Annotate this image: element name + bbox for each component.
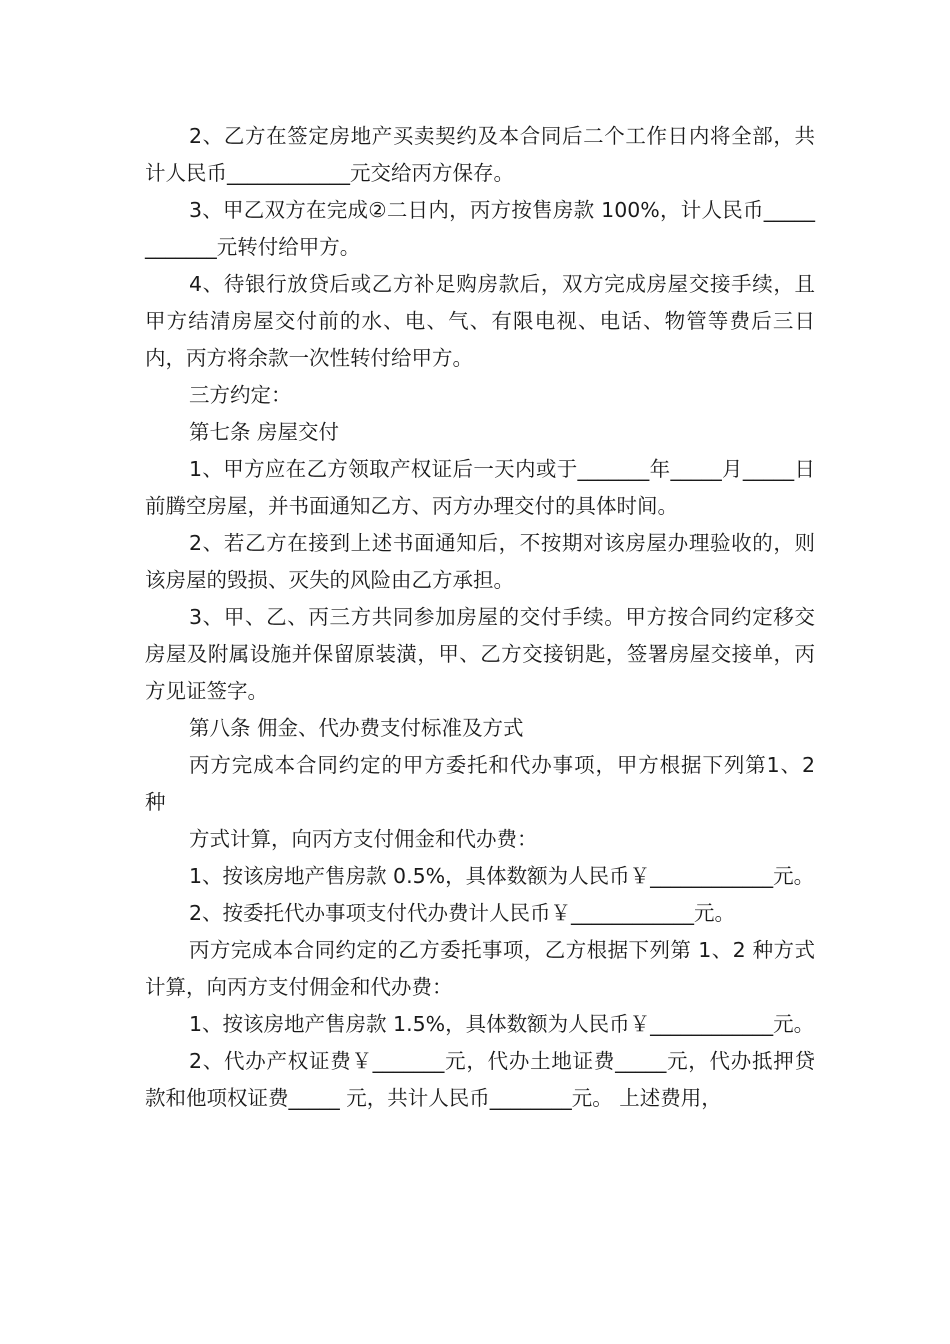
article-8-heading: 第八条 佣金、代办费支付标准及方式: [189, 716, 524, 740]
paragraph-party-b-commission-intro: 丙方完成本合同约定的乙方委托事项，乙方根据下列第 1、2 种方式计算，向丙方支付佣金和代办费：: [145, 938, 815, 999]
paragraph-payment-item-2: 2、乙方在签定房地产买卖契约及本合同后二个工作日内将全部，共计人民币____________元交给丙方保存。: [145, 124, 815, 185]
paragraph-delivery-item-1: 1、甲方应在乙方领取产权证后一天内或于_______年_____月_____日前腾空房屋，并书面通知乙方、丙方办理交付的具体时间。: [145, 457, 815, 518]
paragraph-party-b-commission-item-1: 1、按该房地产售房款 1.5%，具体数额为人民币￥____________元。: [189, 1012, 815, 1036]
paragraph-party-b-commission-item-2: 2、代办产权证费￥_______元，代办土地证费_____元，代办抵押贷款和他项权证费_____ 元，共计人民币________元。 上述费用，: [145, 1049, 815, 1110]
paragraph-delivery-item-3: 3、甲、乙、丙三方共同参加房屋的交付手续。甲方按合同约定移交房屋及附属设施并保留原装潢，甲、乙方交接钥匙，签署房屋交接单，丙方见证签字。: [145, 605, 815, 703]
article-7-heading: 第七条 房屋交付: [189, 420, 340, 444]
paragraph-party-a-commission-intro: 丙方完成本合同约定的甲方委托和代办事项，甲方根据下列第1、2 种: [145, 753, 815, 814]
document-body: [145, 118, 815, 1117]
paragraph-payment-item-3: 3、甲乙双方在完成②二日内，丙方按售房款 100%，计人民币____________元转付给甲方。: [145, 198, 815, 259]
paragraph-party-a-commission-method: 方式计算，向丙方支付佣金和代办费：: [189, 827, 538, 851]
paragraph-delivery-item-2: 2、若乙方在接到上述书面通知后，不按期对该房屋办理验收的，则该房屋的毁损、灭失的风险由乙方承担。: [145, 531, 815, 592]
paragraph-tripartite-agreement: 三方约定：: [189, 383, 292, 407]
paragraph-party-a-commission-item-1: 1、按该房地产售房款 0.5%，具体数额为人民币￥____________元。: [189, 864, 815, 888]
paragraph-payment-item-4: 4、待银行放贷后或乙方补足购房款后，双方完成房屋交接手续，且甲方结清房屋交付前的水、电、气、有限电视、电话、物管等费后三日内，丙方将余款一次性转付给甲方。: [145, 272, 815, 370]
paragraph-party-a-commission-item-2: 2、按委托代办事项支付代办费计人民币￥____________元。: [189, 901, 736, 925]
